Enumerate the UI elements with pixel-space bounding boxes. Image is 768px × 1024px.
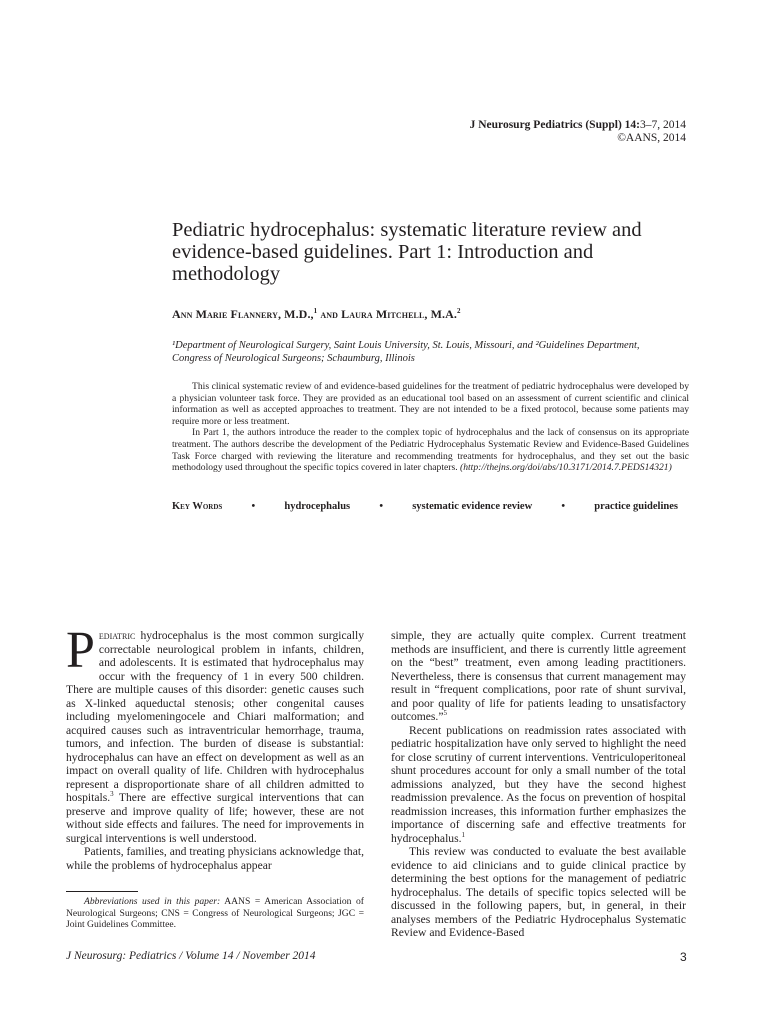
paragraph-text: Recent publications on readmission rates associated with pediatric hospitalization have only served to highlight the need for close scrutiny of current interventions. Ventriculoperitoneal shunt procedures account for only a small number of the total admissions analyzed, but they have the second highest readmission prevalence. As the focus on prevention of hospital readmission increases, this information further emphasizes the importance of discerning safe and effective treatments for hydrocephalus. xyxy=(391,723,686,845)
copyright: ©AANS, 2014 xyxy=(617,132,686,144)
abstract xyxy=(172,381,689,474)
keyword-bullet: • xyxy=(251,501,256,512)
keywords-line xyxy=(172,501,678,512)
body-paragraph: This review was conducted to evaluate the best available evidence to aid clinicians and to guide clinical practice by determining the best options for the management of pediatric hydrocephalus. The details of specific topics selected will be discussed in the following papers, but, in general, in their analyses members of the Pediatric Hydrocephalus Systematic Review and Evidence-Based xyxy=(391,845,686,939)
keyword-2: systematic evidence review xyxy=(412,501,533,512)
author-2: Laura Mitchell, M.A. xyxy=(341,307,458,321)
lead-in: ediatric xyxy=(98,629,136,642)
journal-citation xyxy=(470,119,686,132)
keyword-bullet: • xyxy=(379,501,384,512)
page-number: 3 xyxy=(680,950,687,964)
footnote-text xyxy=(66,896,364,931)
keyword-3: practice guidelines xyxy=(594,501,678,512)
citation-ref: 1 xyxy=(461,830,466,839)
keyword-bullet: • xyxy=(561,501,566,512)
author-conjunction: and xyxy=(320,307,339,321)
doi-link[interactable]: (http://thejns.org/doi/abs/10.3171/2014.7.PEDS14321) xyxy=(460,462,672,474)
footnote-body: AANS = American Association of Neurological Surgeons; CNS = Congress of Neurological Surgeons; JGC = Joint Guidelines Committee. xyxy=(66,896,364,930)
footnote-label: Abbreviations used in this paper: xyxy=(84,896,221,907)
abstract-paragraph-2 xyxy=(172,427,689,473)
footnote-rule xyxy=(66,891,138,892)
affiliations: ¹Department of Neurological Surgery, Saint Louis University, St. Louis, Missouri, and ²Guidelines Department, Congress of Neurological Surgeons; Schaumburg, Illinois xyxy=(172,340,640,364)
paragraph-text: simple, they are actually quite complex. Current treatment methods are insufficient, and there is currently little agreement on the “best” treatment, even among leading practitioners. Nevertheless, there is consensus that current management may result in “frequent complications, poor rate of shunt survival, and poor quality of life for patients leading to unsatisfactory outcomes.” xyxy=(391,629,686,723)
citation-ref: 3 xyxy=(110,790,114,799)
body-column-right xyxy=(391,629,686,940)
body-paragraph xyxy=(391,629,686,724)
paragraph-text: There are effective surgical interventions that can preserve and improve quality of life; however, these are not without side effects and failures. The need for improvements in surgical interventions is well understood. xyxy=(66,791,364,845)
body-paragraph xyxy=(391,724,686,846)
article-title: Pediatric hydrocephalus: systematic literature review and evidence-based guidelines. Part 1: Introduction and methodology xyxy=(172,219,642,285)
abstract-paragraph-2-text: In Part 1, the authors introduce the reader to the complex topic of hydrocephalus and the lack of consensus on its appropriate treatment. The authors describe the development of the Pediatric Hydrocephalus Systematic Review and Evidence-Based Guidelines Task Force charged with reviewing the literature and recommending treatments for hydrocephalus, and they set out the basic methodology used throughout the specific topics covered in later chapters. xyxy=(172,427,689,474)
author-1: Ann Marie Flannery, M.D., xyxy=(172,307,314,321)
body-paragraph: Patients, families, and treating physicians acknowledge that, while the problems of hydrocephalus appear xyxy=(66,845,364,872)
drop-cap: P xyxy=(66,622,95,679)
journal-name: J Neurosurg Pediatrics (Suppl) 14: xyxy=(469,119,640,131)
journal-pages: 3–7, 2014 xyxy=(640,119,686,131)
body-paragraph xyxy=(66,622,364,845)
paragraph-text: hydrocephalus is the most common surgically correctable neurological problem in infants, children, and adolescents. It is estimated that hydrocephalus may occur with the frequency of 1 in every 500 children. There are multiple causes of this disorder: genetic causes such as X-linked aqueductal stenosis; other congenital causes including myelomeningocele and Chiari malformation; and acquired causes such as intraventricular hemorrhage, trauma, tumors, and infection. The burden of disease is substantial: hydrocephalus can have an effect on development as well as an impact on overall quality of life. Children with hydrocephalus represent a disproportionate share of all children admitted to hospitals. xyxy=(66,629,364,804)
abstract-paragraph-1: This clinical systematic review of and evidence-based guidelines for the treatment of pediatric hydrocephalus were developed by a physician volunteer task force. They are provided as an educational tool based on an assessment of current scientific and clinical information as well as accepted approaches to treatment. They are not intended to be a fixed protocol, because some patients may require more or less treatment. xyxy=(172,381,689,427)
journal-header xyxy=(470,119,686,145)
footer-citation: J Neurosurg: Pediatrics / Volume 14 / November 2014 xyxy=(66,950,316,962)
author-1-affil-mark: 1 xyxy=(313,307,318,315)
keyword-1: hydrocephalus xyxy=(284,501,351,512)
citation-ref: 5 xyxy=(443,709,447,718)
author-line xyxy=(172,307,461,322)
keywords-label: Key Words xyxy=(172,501,223,512)
author-2-affil-mark: 2 xyxy=(457,307,461,315)
body-column-left xyxy=(66,622,364,872)
abbreviations-footnote xyxy=(66,896,364,931)
